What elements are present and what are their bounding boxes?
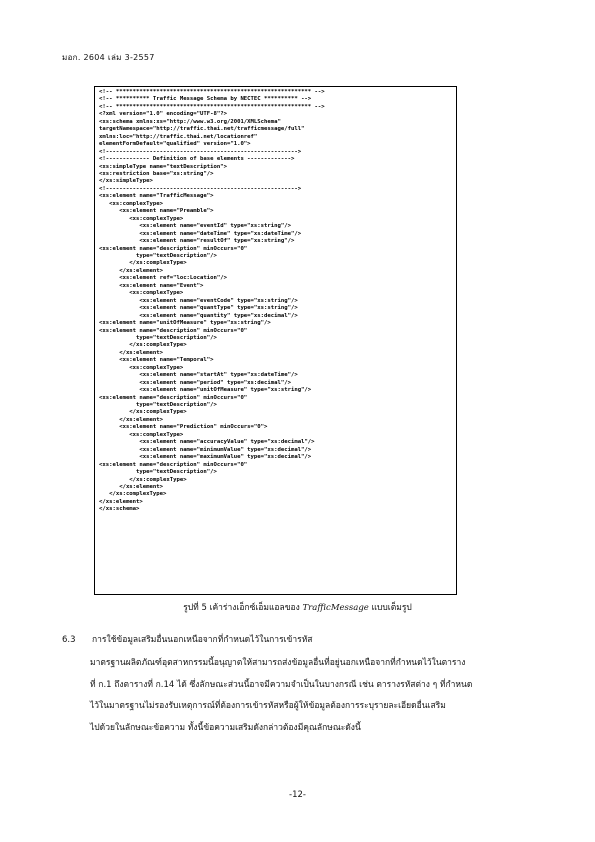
- code-line: elementFormDefault="qualified" version="1.0">: [99, 141, 251, 148]
- code-line: </xs:element>: [99, 484, 163, 491]
- paragraph-line: มาตรฐานผลิตภัณฑ์อุตสาหกรรมนี้อนุญาตให้สามารถส่งข้อมูลอื่นที่อยู่นอกเหนือจากที่กำหนดไว้ในตาราง: [90, 658, 466, 668]
- code-line: <xs:element name="description" minOccurs="0": [99, 461, 248, 468]
- code-line: </xs:complexType>: [99, 342, 187, 349]
- code-line: type="textDescription"/>: [99, 402, 217, 409]
- section-number: 6.3: [62, 635, 76, 645]
- code-line: <xs:schema xmlns:xs="http://www.w3.org/2001/XMLSchema": [99, 118, 281, 125]
- code-line: <xs:complexType>: [99, 290, 184, 297]
- document-header: มอก. 2604 เล่ม 3-2557: [62, 53, 155, 62]
- figure-caption: [0, 600, 595, 614]
- code-line: </xs:element>: [99, 349, 163, 356]
- code-line: <xs:element name="eventId" type="xs:string"/>: [99, 223, 291, 230]
- code-line: <xs:element name="period" type="xs:decimal"/>: [99, 379, 291, 386]
- code-line: <xs:restriction base="xs:string"/>: [99, 170, 214, 177]
- code-line: <xs:element name="startAt" type="xs:dateTime"/>: [99, 372, 298, 379]
- code-line: </xs:complexType>: [99, 260, 187, 267]
- code-line: <xs:element name="description" minOccurs="0": [99, 394, 248, 401]
- code-line: <xs:element name="quantType" type="xs:string"/>: [99, 305, 298, 312]
- code-line: </xs:complexType>: [99, 409, 187, 416]
- code-line: type="textDescription"/>: [99, 469, 217, 476]
- code-line: type="textDescription"/>: [99, 334, 217, 341]
- code-line: <xs:element name="maximumValue" type="xs:decimal"/>: [99, 454, 312, 461]
- code-line: <!------------- Definition of base elements ------------->: [99, 156, 295, 163]
- code-line: <xs:element name="description" minOccurs="0": [99, 327, 248, 334]
- paragraph-line: ไว้ในมาตรฐานไม่รองรับเหตุการณ์ที่ต้องการเข้ารหัสหรือผู้ให้ข้อมูลต้องการระบุรายละเอียดอื่นเสริม: [90, 701, 446, 711]
- code-line: </xs:schema>: [99, 506, 140, 513]
- body-paragraph: [90, 657, 538, 743]
- caption-suffix: แบบเต็มรูป: [368, 603, 412, 613]
- paragraph-line: ไปด้วยในลักษณะข้อความ ทั้งนี้ข้อความเสริมดังกล่าวต้องมีคุณลักษณะดังนี้: [90, 722, 361, 733]
- code-line: <xs:element name="dateTime" type="xs:dateTime"/>: [99, 230, 302, 237]
- code-line: <xs:element name="description" minOccurs="0": [99, 245, 248, 252]
- code-line: <xs:simpleType name="textDescription">: [99, 163, 227, 170]
- code-line: <!-- ********************************************************** -->: [99, 89, 325, 95]
- code-line: <xs:element name="unitOfMeasure" type="xs:string"/>: [99, 387, 312, 394]
- caption-prefix: รูปที่ 5 เค้าร่างเอ็กซ์เอ็มแอลของ: [183, 603, 303, 613]
- page-number: -12-: [289, 790, 306, 800]
- xml-schema-code-box: [94, 86, 457, 595]
- caption-italic: TrafficMessage: [302, 603, 369, 613]
- code-line: </xs:element>: [99, 498, 143, 505]
- code-line: targetNamespace="http://traffic.thai.net/trafficmessage/full": [99, 126, 305, 133]
- paragraph-line: ที่ ก.1 ถึงตารางที่ ก.14 ได้ ซึ่งลักษณะส่วนนี้อาจมีความจำเป็นในบางกรณี เช่น ตารางรหัสต่าง ๆ ที่กำหนด: [90, 679, 473, 690]
- code-line: xmlns:loc="http://traffic.thai.net/locationref": [99, 133, 258, 140]
- code-line: <xs:element ref="loc:Location"/>: [99, 275, 227, 282]
- code-line: <!--------------------------------------------------------->: [99, 185, 302, 192]
- code-line: <?xml version="1.0" encoding="UTF-8"?>: [99, 111, 227, 118]
- code-line: <xs:element name="Preamble">: [99, 208, 214, 215]
- code-line: <xs:element name="eventCode" type="xs:string"/>: [99, 297, 298, 304]
- code-line: <!--------------------------------------------------------->: [99, 148, 302, 155]
- code-line: <xs:element name="Temporal">: [99, 357, 214, 364]
- code-line: </xs:complexType>: [99, 491, 167, 498]
- code-line: <xs:element name="TrafficMessage">: [99, 193, 214, 200]
- code-line: <xs:element name="Prediction" minOccurs="0">: [99, 424, 268, 431]
- code-line: <xs:element name="accuracyValue" type="xs:decimal"/>: [99, 439, 315, 446]
- code-line: <xs:complexType>: [99, 215, 184, 222]
- code-line: </xs:complexType>: [99, 476, 187, 483]
- code-line: <xs:complexType>: [99, 200, 163, 207]
- code-line: type="textDescription"/>: [99, 252, 217, 259]
- code-line: </xs:element>: [99, 416, 163, 423]
- code-line: </xs:simpleType>: [99, 178, 153, 185]
- code-line: <xs:element name="quantity" type="xs:decimal"/>: [99, 312, 298, 319]
- code-line: <xs:element name="unitOfMeasure" type="xs:string"/>: [99, 320, 271, 327]
- section-title: การใช้ข้อมูลเสริมอื่นนอกเหนือจากที่กำหนดไว้ในการเข้ารหัส: [92, 635, 313, 645]
- code-line: </xs:element>: [99, 267, 163, 274]
- code-line: <xs:element name="Event">: [99, 282, 204, 289]
- code-line: <xs:element name="minimumValue" type="xs:decimal"/>: [99, 446, 312, 453]
- code-line: <!-- ********************************************************** -->: [99, 103, 325, 110]
- code-line: <xs:complexType>: [99, 364, 184, 371]
- code-line: <xs:complexType>: [99, 431, 184, 438]
- code-line: <!-- ********** Traffic Message Schema by NECTEC ********** -->: [99, 96, 312, 103]
- code-line: <xs:element name="resultOf" type="xs:string"/>: [99, 238, 295, 245]
- section-heading: [62, 632, 313, 646]
